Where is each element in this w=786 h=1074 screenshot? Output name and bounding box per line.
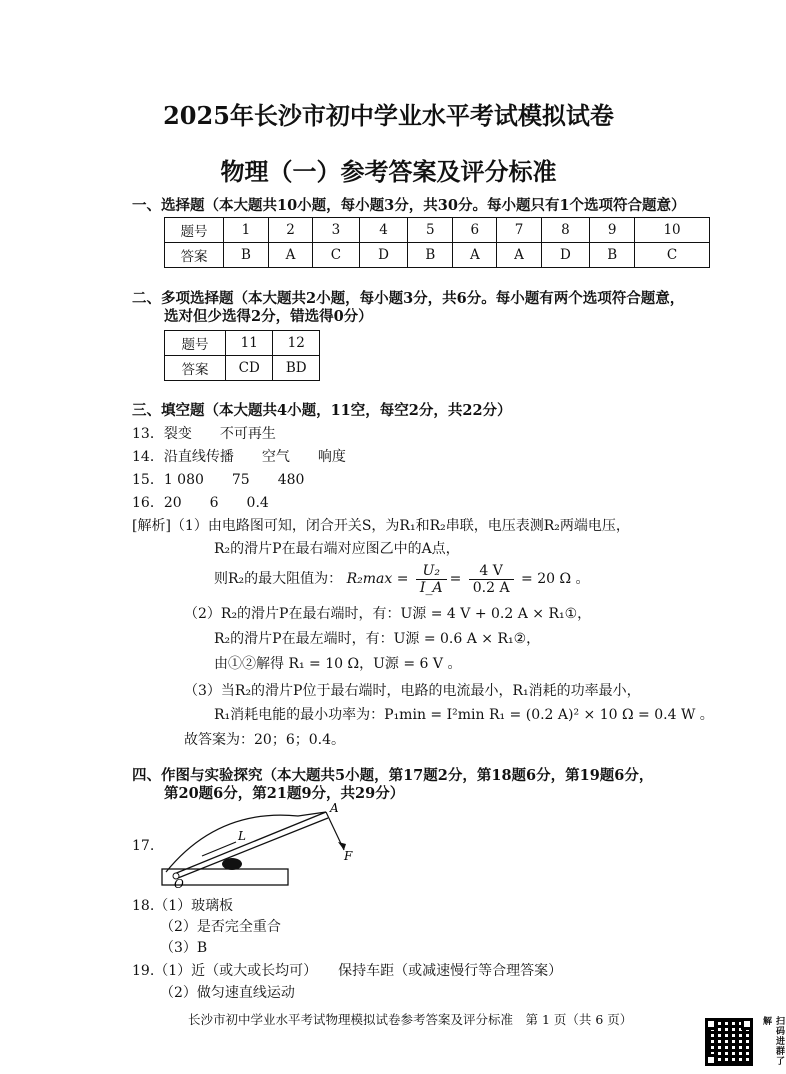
q13-answer: 13．裂变 不可再生 [132, 426, 276, 442]
formula-lhs: R₂max = [346, 571, 409, 587]
diagram-label-l: L [238, 829, 246, 843]
qr-code[interactable] [705, 1018, 753, 1066]
q18-line1: 18.（1）玻璃板 [132, 898, 234, 914]
analysis-p1-line2: R₂的滑片P在最右端对应图乙中的A点， [214, 541, 460, 557]
table-cell: A [453, 243, 497, 268]
document-title: 2025年长沙市初中学业水平考试模拟试卷 [163, 101, 614, 130]
table-cell: B [408, 243, 453, 268]
table-cell: 6 [453, 218, 497, 243]
table-cell: A [497, 243, 541, 268]
document-subtitle: 物理（一）参考答案及评分标准 [220, 157, 557, 186]
diagram-arm-line [202, 842, 236, 856]
analysis-p2-line3: 由①②解得 R₁ = 10 Ω，U源 = 6 V 。 [214, 656, 462, 672]
table-row-label: 题号 [165, 331, 226, 356]
analysis-conclusion: 故答案为：20；6；0.4。 [184, 732, 345, 748]
table-cell: 7 [497, 218, 541, 243]
section4-heading-line1: 四、作图与实验探究（本大题共5小题，第17题2分，第18题6分，第19题6分， [132, 767, 654, 784]
diagram-label-f: F [344, 849, 353, 863]
lever-diagram [158, 800, 368, 892]
table-cell: 4 [359, 218, 408, 243]
analysis-p1-formula: 则R₂的最大阻值为： R₂max = $\frac{\text{U₂}}{I\_A}$ = $\frac{4 V}{0.2 A}$ = 20 Ω 。 [214, 562, 590, 596]
table-row [165, 331, 320, 356]
formula-prefix: 则R₂的最大阻值为： [214, 571, 343, 587]
diagram-label-o: O [174, 877, 184, 891]
qr-corner [741, 1018, 753, 1030]
qr-corner [705, 1018, 717, 1030]
section2-heading-line1: 二、多项选择题（本大题共2小题，每小题3分，共6分。每小题有两个选项符合题意， [132, 290, 685, 307]
table-cell: 1 [224, 218, 269, 243]
table-cell: 12 [273, 331, 320, 356]
table-cell: 9 [590, 218, 635, 243]
section2-heading-line2: 选对但少选得2分，错选得0分） [164, 308, 373, 325]
table-cell: 8 [541, 218, 590, 243]
qr-corner [705, 1054, 717, 1066]
diagram-weight [222, 858, 242, 870]
table-row-label: 答案 [165, 243, 224, 268]
q19-line2: （2）做匀速直线运动 [160, 985, 295, 1001]
section1-answer-table [164, 217, 710, 268]
diagram-lever-upper [174, 812, 326, 874]
formula-result: = 20 Ω 。 [521, 571, 590, 587]
table-cell: 2 [268, 218, 312, 243]
q17-label: 17. [132, 838, 155, 854]
analysis-p3-line1: （3）当R₂的滑片P位于最右端时，电路的电流最小，R₁消耗的功率最小， [184, 683, 641, 699]
section1-heading: 一、选择题（本大题共10小题，每小题3分，共30分。每小题只有1个选项符合题意） [132, 197, 686, 214]
fraction-numerator: 4 V [469, 563, 514, 580]
table-cell: CD [226, 356, 273, 381]
table-cell: 3 [313, 218, 360, 243]
table-row [165, 356, 320, 381]
table-cell: C [313, 243, 360, 268]
analysis-p3-line2: R₁消耗电能的最小功率为：P₁min = I²min R₁ = (0.2 A)² × 10 Ω = 0.4 W 。 [214, 707, 714, 723]
table-row [165, 218, 710, 243]
fraction [416, 563, 447, 596]
fraction-numerator: U₂ [416, 563, 447, 580]
analysis-p2-line2: R₂的滑片P在最左端时，有：U源 = 0.6 A × R₁②， [214, 631, 541, 647]
q15-answer: 15．1 080 75 480 [132, 472, 305, 488]
table-row-label: 答案 [165, 356, 226, 381]
q18-line2: （2）是否完全重合 [160, 919, 281, 935]
table-row-label: 题号 [165, 218, 224, 243]
table-row [165, 243, 710, 268]
section4-heading-line2: 第20题6分，第21题9分，共29分） [164, 785, 405, 802]
table-cell: A [268, 243, 312, 268]
table-cell: D [541, 243, 590, 268]
diagram-label-a: A [330, 801, 339, 815]
section2-answer-table [164, 330, 320, 381]
table-cell: D [359, 243, 408, 268]
table-cell: 5 [408, 218, 453, 243]
diagram-arc [166, 812, 326, 872]
table-cell: B [224, 243, 269, 268]
analysis-p1-line1: [解析]（1）由电路图可知，闭合开关S，为R₁和R₂串联，电压表测R₂两端电压， [132, 518, 630, 534]
table-cell: B [590, 243, 635, 268]
table-cell: 11 [226, 331, 273, 356]
q19-line1: 19.（1）近（或大或长均可） 保持车距（或减速慢行等合理答案） [132, 963, 563, 979]
q18-line3: （3）B [160, 940, 208, 956]
q14-answer: 14．沿直线传播 空气 响度 [132, 449, 346, 465]
fraction [469, 563, 514, 596]
q16-answer: 16．20 6 0.4 [132, 495, 269, 511]
analysis-p2-line1: （2）R₂的滑片P在最右端时，有：U源 = 4 V + 0.2 A × R₁①， [184, 606, 592, 622]
table-cell: 10 [635, 218, 710, 243]
fraction-denominator: I_A [419, 579, 443, 596]
section3-heading: 三、填空题（本大题共4小题，11空，每空2分，共22分） [132, 402, 512, 419]
side-caption: 扫码进群了解 [761, 1016, 784, 1066]
table-cell: BD [273, 356, 320, 381]
table-cell: C [635, 243, 710, 268]
page-footer: 长沙市初中学业水平考试物理模拟试卷参考答案及评分标准 第 1 页（共 6 页） [188, 1012, 633, 1027]
fraction-denominator: 0.2 A [472, 579, 510, 596]
